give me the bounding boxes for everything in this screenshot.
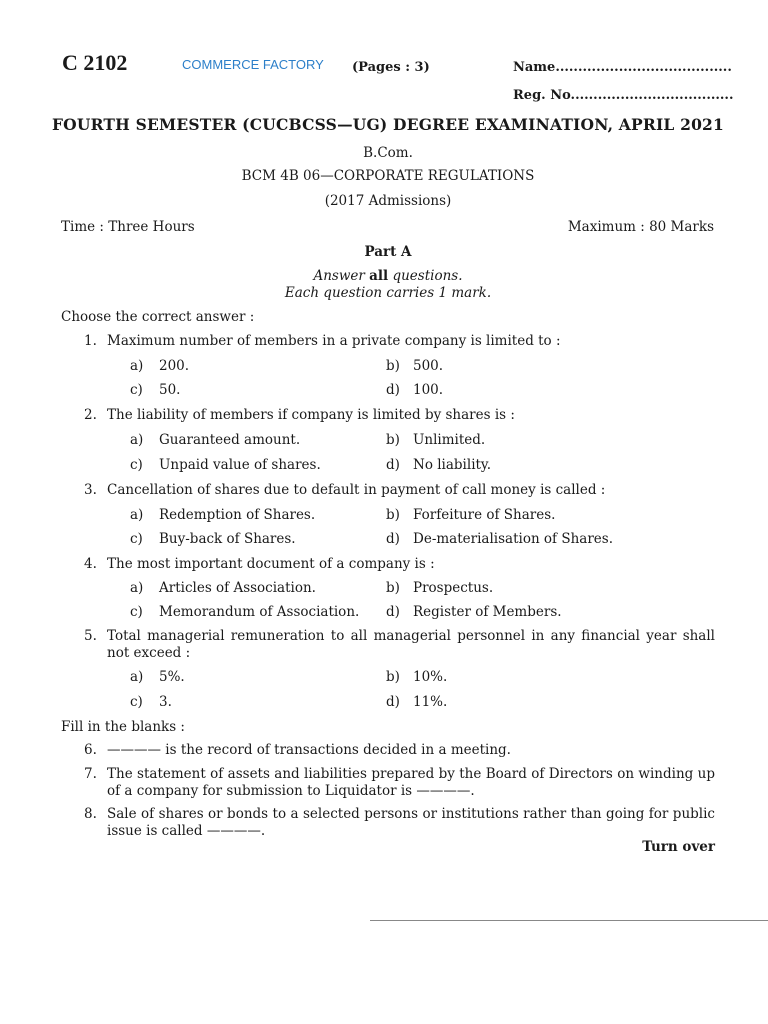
option-text: 11%. bbox=[413, 694, 448, 710]
option-key: b) bbox=[386, 580, 400, 596]
watermark-text: COMMERCE FACTORY bbox=[182, 57, 324, 72]
option-text: 200. bbox=[159, 358, 190, 374]
turn-over-note: Turn over bbox=[642, 839, 715, 855]
option-key: a) bbox=[130, 358, 144, 374]
option-key: b) bbox=[386, 507, 400, 523]
option-text: Guaranteed amount. bbox=[159, 432, 301, 448]
instruction-answer-all: Answer all questions. bbox=[313, 268, 463, 284]
mcq-section-heading: Choose the correct answer : bbox=[61, 309, 255, 325]
option-key: c) bbox=[130, 382, 143, 398]
option-text: 5%. bbox=[159, 669, 185, 685]
option-key: a) bbox=[130, 507, 144, 523]
option-text: Redemption of Shares. bbox=[159, 507, 316, 523]
regno-field-label: Reg. No.................................... bbox=[513, 88, 734, 103]
question-text: Total managerial remuneration to all managerial personnel in any financial year shall not exceed : bbox=[107, 628, 715, 661]
option-text: Unlimited. bbox=[413, 432, 486, 448]
question-number: 6. bbox=[84, 742, 97, 758]
option-text: Register of Members. bbox=[413, 604, 562, 620]
option-text: Unpaid value of shares. bbox=[159, 457, 321, 473]
question-number: 3. bbox=[84, 482, 97, 498]
degree-name: B.Com. bbox=[363, 145, 413, 161]
question-text: The statement of assets and liabilities prepared by the Board of Directors on winding up of a company for submission to Liquidator is ————. bbox=[107, 766, 715, 799]
option-key: d) bbox=[386, 457, 400, 473]
name-field-label: Name....................................... bbox=[513, 60, 732, 75]
question-number: 2. bbox=[84, 407, 97, 423]
option-text: De-materialisation of Shares. bbox=[413, 531, 613, 547]
option-text: Forfeiture of Shares. bbox=[413, 507, 556, 523]
question-number: 4. bbox=[84, 556, 97, 572]
option-text: 50. bbox=[159, 382, 181, 398]
maximum-marks: Maximum : 80 Marks bbox=[567, 219, 714, 235]
question-text: Cancellation of shares due to default in payment of call money is called : bbox=[107, 482, 606, 498]
option-text: 500. bbox=[413, 358, 444, 374]
option-key: d) bbox=[386, 382, 400, 398]
admissions-year: (2017 Admissions) bbox=[324, 193, 452, 209]
question-text: Sale of shares or bonds to a selected persons or institutions rather than going for public issue is called ————. bbox=[107, 806, 715, 839]
option-key: c) bbox=[130, 694, 143, 710]
exam-title: FOURTH SEMESTER (CUCBCSS—UG) DEGREE EXAMINATION, APRIL 2021 bbox=[51, 115, 725, 134]
option-key: b) bbox=[386, 432, 400, 448]
option-text: 10%. bbox=[413, 669, 448, 685]
option-key: d) bbox=[386, 694, 400, 710]
page-count: (Pages : 3) bbox=[352, 60, 430, 75]
question-number: 7. bbox=[84, 766, 97, 782]
option-key: a) bbox=[130, 432, 144, 448]
option-key: d) bbox=[386, 604, 400, 620]
question-text: The most important document of a company is : bbox=[107, 556, 435, 572]
option-key: c) bbox=[130, 457, 143, 473]
part-heading: Part A bbox=[364, 244, 412, 260]
blanks-section-heading: Fill in the blanks : bbox=[61, 719, 185, 735]
option-key: c) bbox=[130, 604, 143, 620]
question-number: 5. bbox=[84, 628, 97, 644]
paper-code: C 2102 bbox=[62, 50, 128, 75]
option-key: d) bbox=[386, 531, 400, 547]
time-allowed: Time : Three Hours bbox=[61, 219, 195, 235]
question-number: 8. bbox=[84, 806, 97, 822]
paper-title: BCM 4B 06—CORPORATE REGULATIONS bbox=[241, 168, 535, 184]
option-text: No liability. bbox=[413, 457, 492, 473]
question-text: ———— is the record of transactions decided in a meeting. bbox=[107, 742, 511, 758]
option-text: Buy-back of Shares. bbox=[159, 531, 296, 547]
option-text: 3. bbox=[159, 694, 172, 710]
option-text: Prospectus. bbox=[413, 580, 494, 596]
instruction-marks: Each question carries 1 mark. bbox=[284, 285, 492, 301]
option-key: b) bbox=[386, 358, 400, 374]
scan-edge-line bbox=[370, 920, 768, 921]
option-text: Articles of Association. bbox=[159, 580, 316, 596]
option-key: c) bbox=[130, 531, 143, 547]
option-text: Memorandum of Association. bbox=[159, 604, 360, 620]
option-key: a) bbox=[130, 669, 144, 685]
question-text: The liability of members if company is limited by shares is : bbox=[107, 407, 515, 423]
question-text: Maximum number of members in a private company is limited to : bbox=[107, 333, 561, 349]
question-number: 1. bbox=[84, 333, 97, 349]
option-key: a) bbox=[130, 580, 144, 596]
option-key: b) bbox=[386, 669, 400, 685]
option-text: 100. bbox=[413, 382, 444, 398]
